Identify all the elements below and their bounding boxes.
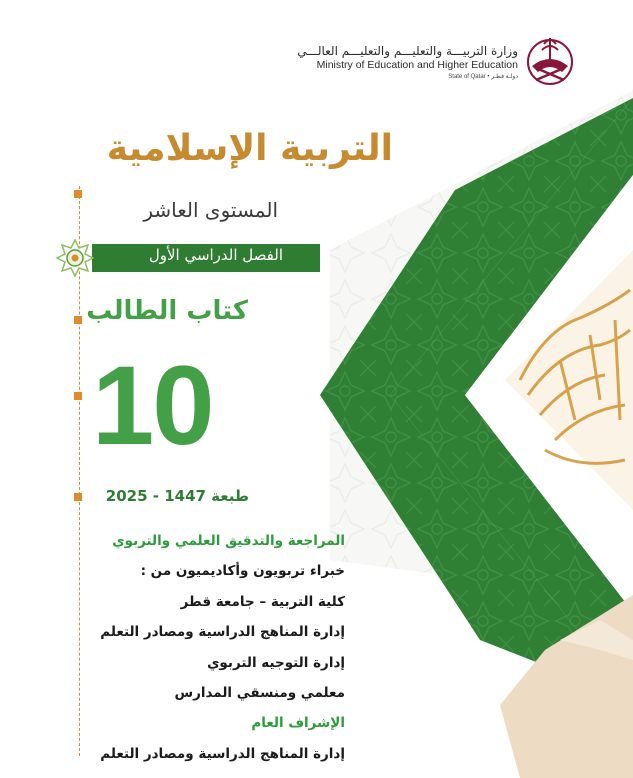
- credits-line: معلمي ومنسقي المدارس: [174, 685, 345, 702]
- credits-section: [15, 526, 345, 769]
- islamic-star-ornament-icon: [55, 238, 95, 278]
- credits-line: كلية التربية – جامعة قطر: [180, 593, 345, 610]
- guide-marker: [74, 316, 82, 324]
- guide-marker: [74, 392, 82, 400]
- state-of-qatar: State of Qatar • دولـة قطـر: [448, 74, 518, 80]
- ministry-arabic-name: وزارة التربيـــة والتعليـــم والتعليـــم العالـــي: [297, 44, 518, 58]
- book-level: المستوى العاشر: [143, 198, 278, 222]
- semester-label: الفصل الدراسي الأول: [148, 246, 283, 264]
- edition-label: طبعة 1447 - 2025: [105, 487, 249, 505]
- ministry-english-name: Ministry of Education and Higher Education: [316, 59, 518, 71]
- guide-marker: [74, 493, 82, 501]
- review-heading: المراجعة والتدقيق العلمي والتربوي: [112, 533, 345, 549]
- student-book-label: كتاب الطالب: [86, 296, 248, 326]
- qatar-emblem-icon: [522, 32, 578, 92]
- guide-marker: [74, 190, 82, 198]
- ministry-header: [297, 44, 518, 80]
- grade-number: 10: [92, 343, 213, 468]
- credits-line: إدارة المناهج الدراسية ومصادر التعلم: [100, 624, 345, 641]
- supervision-heading: الإشراف العام: [251, 715, 345, 732]
- credits-line: إدارة التوجيه التربوي: [207, 654, 345, 671]
- credits-line: إدارة المناهج الدراسية ومصادر التعلم: [100, 745, 345, 762]
- book-title: التربية الإسلامية: [106, 128, 393, 169]
- credits-line: خبراء تربويون وأكاديميون من :: [140, 563, 345, 580]
